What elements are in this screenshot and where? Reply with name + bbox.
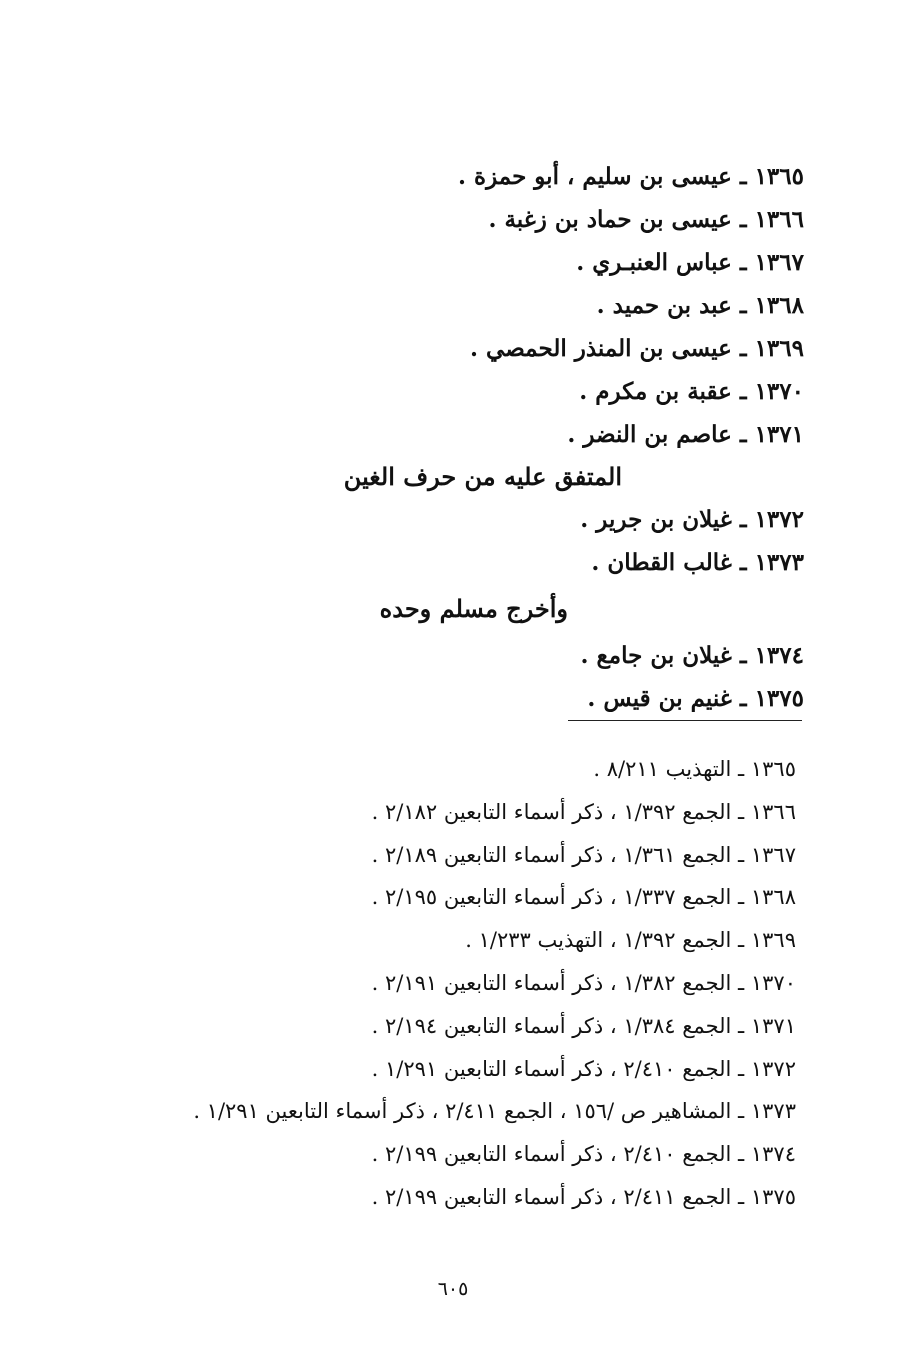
entry-1371: ١٣٧١ ـ عاصم بن النضر .	[567, 421, 804, 448]
entry-1374: ١٣٧٤ ـ غيلان بن جامع .	[580, 642, 804, 669]
footnote-separator	[568, 720, 802, 721]
footnote-1374: ١٣٧٤ ـ الجمع ٢/٤١٠ ، ذكر أسماء التابعين ٢/١٩٩ .	[371, 1142, 796, 1167]
footnote-1370: ١٣٧٠ ـ الجمع ١/٣٨٢ ، ذكر أسماء التابعين ٢/١٩١ .	[371, 970, 796, 995]
footnote-1373: ١٣٧٣ ـ المشاهير ص /١٥٦ ، الجمع ٢/٤١١ ، ذكر أسماء التابعين ١/٢٩١ .	[193, 1099, 796, 1124]
entry-1365: ١٣٦٥ ـ عيسى بن سليم ، أبو حمزة .	[458, 163, 804, 190]
footnote-1365: ١٣٦٥ ـ التهذيب ٨/٢١١ .	[593, 757, 796, 781]
footnote-1366: ١٣٦٦ ـ الجمع ١/٣٩٢ ، ذكر أسماء التابعين ٢/١٨٢ .	[371, 799, 796, 824]
footnote-1368: ١٣٦٨ ـ الجمع ١/٣٣٧ ، ذكر أسماء التابعين ٢/١٩٥ .	[371, 885, 796, 910]
biography-entries	[104, 155, 804, 720]
entry-1368: ١٣٦٨ ـ عبد بن حميد .	[596, 292, 804, 319]
footnote-1369: ١٣٦٩ ـ الجمع ١/٣٩٢ ، التهذيب ١/٢٣٣ .	[465, 928, 796, 953]
page-number: ٦٠٥	[437, 1278, 469, 1300]
footnote-1372: ١٣٧٢ ـ الجمع ٢/٤١٠ ، ذكر أسماء التابعين ١/٢٩١ .	[371, 1056, 796, 1081]
entry-1366: ١٣٦٦ ـ عيسى بن حماد بن زغبة .	[488, 206, 804, 233]
entry-1369: ١٣٦٩ ـ عيسى بن المنذر الحمصي .	[470, 335, 804, 362]
entry-1373: ١٣٧٣ ـ غالب القطان .	[591, 549, 804, 576]
footnote-1367: ١٣٦٧ ـ الجمع ١/٣٦١ ، ذكر أسماء التابعين ٢/١٨٩ .	[371, 842, 796, 867]
footnotes	[16, 748, 796, 1219]
footnote-1371: ١٣٧١ ـ الجمع ١/٣٨٤ ، ذكر أسماء التابعين ٢/١٩٤ .	[371, 1013, 796, 1038]
section-heading-agreed-ghain: المتفق عليه من حرف الغين	[343, 462, 622, 491]
entry-1375: ١٣٧٥ ـ غنيم بن قيس .	[587, 685, 804, 712]
section-heading-muslim-only: وأخرج مسلم وحده	[379, 594, 568, 623]
entry-1367: ١٣٦٧ ـ عباس العنبـري .	[576, 249, 804, 276]
entry-1370: ١٣٧٠ ـ عقبة بن مكرم .	[579, 378, 804, 405]
footnote-1375: ١٣٧٥ ـ الجمع ٢/٤١١ ، ذكر أسماء التابعين ٢/١٩٩ .	[371, 1184, 796, 1209]
entry-1372: ١٣٧٢ ـ غيلان بن جرير .	[580, 506, 804, 533]
